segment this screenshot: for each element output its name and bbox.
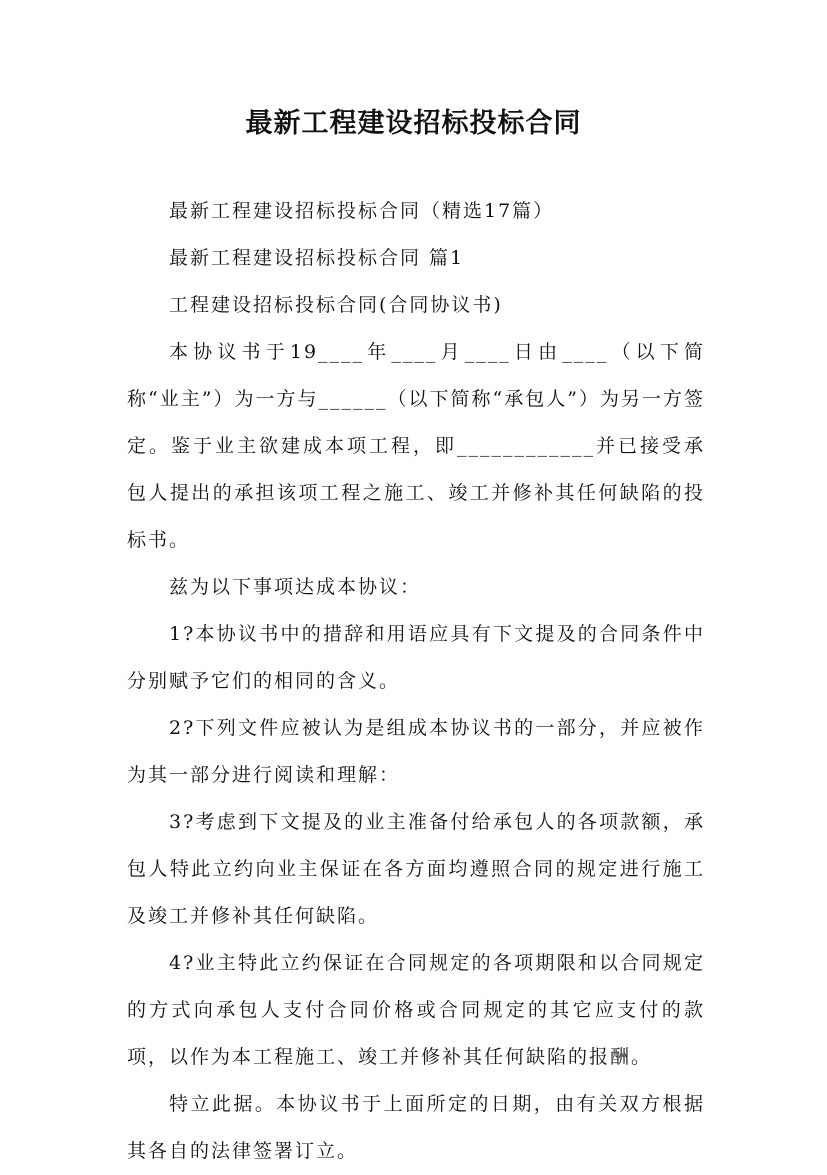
paragraph-clause-2: 2?下列文件应被认为是组成本协议书的一部分，并应被作为其一部分进行阅读和理解： — [127, 717, 705, 786]
paragraph-section-heading: 最新工程建设招标投标合同 篇1 — [169, 247, 465, 269]
paragraph-preamble: 本协议书于19____年____月____日由____（以下简称“业主”）为一方与______（以下简称“承包人”）为另一方签定。鉴于业主欲建成本项工程，即____________并已接受承包人提出的承担该项工程之施工、竣工并修补其任何缺陷的投标书。 — [127, 341, 705, 551]
paragraph-clause-3: 3?考虑到下文提及的业主准备付给承包人的各项款额，承包人特此立约向业主保证在各方面均遵照合同的规定进行施工及竣工并修补其任何缺陷。 — [127, 811, 705, 927]
paragraph-subtitle: 最新工程建设招标投标合同（精选17篇） — [169, 200, 555, 222]
paragraph-agreement-title: 工程建设招标投标合同(合同协议书) — [169, 294, 503, 316]
paragraph-intro: 兹为以下事项达成本协议： — [169, 576, 422, 598]
document-body — [127, 188, 705, 1175]
paragraph-clause-4: 4?业主特此立约保证在合同规定的各项期限和以合同规定的方式向承包人支付合同价格或合同规定的其它应支付的款项，以作为本工程施工、竣工并修补其任何缺陷的报酬。 — [127, 952, 705, 1068]
paragraph-closing: 特立此据。本协议书于上面所定的日期，由有关双方根据其各自的法律签署订立。 — [127, 1093, 705, 1162]
document-title: 最新工程建设招标投标合同 — [245, 108, 582, 139]
paragraph-clause-1: 1?本协议书中的措辞和用语应具有下文提及的合同条件中分别赋予它们的相同的含义。 — [127, 623, 705, 692]
